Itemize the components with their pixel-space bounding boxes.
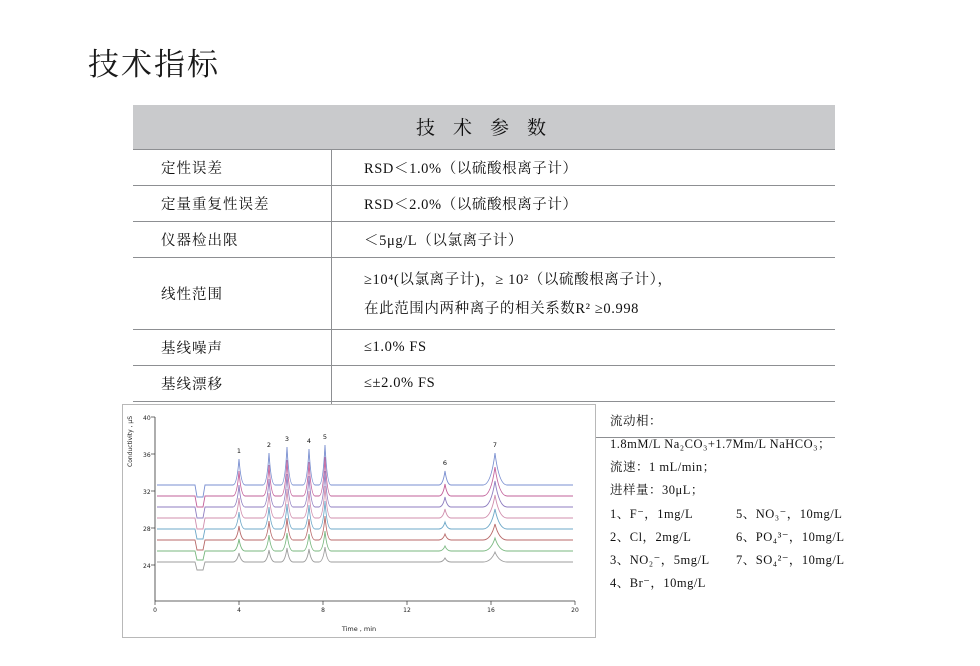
- row-value: RSD＜2.0%（以硫酸根离子计）: [332, 186, 836, 222]
- svg-text:7: 7: [492, 441, 498, 449]
- svg-text:16: 16: [487, 607, 495, 614]
- svg-text:6: 6: [442, 459, 448, 467]
- ion-item: 6、PO₄³⁻，10mg/L: [736, 530, 845, 544]
- svg-text:40: 40: [143, 415, 151, 422]
- row-label: 定量重复性误差: [133, 186, 332, 222]
- ion-item: 3、NO₂⁻，5mg/L: [610, 553, 710, 567]
- svg-text:3: 3: [284, 435, 290, 443]
- svg-text:12: 12: [403, 607, 411, 614]
- table-row: [133, 258, 835, 330]
- row-label: 基线噪声: [133, 330, 332, 366]
- table-row: [133, 222, 835, 258]
- table-row: [133, 330, 835, 366]
- row-label: 仪器检出限: [133, 222, 332, 258]
- svg-text:32: 32: [143, 489, 151, 496]
- row-value-line2: 在此范围内两种离子的相关系数R² ≥0.998: [364, 301, 640, 317]
- ion-item: 4、Br⁻，10mg/L: [610, 576, 706, 590]
- ion-item: 2、Cl，2mg/L: [610, 530, 692, 544]
- row-value: ＜5μg/L（以氯离子计）: [332, 222, 836, 258]
- table-header-row: [133, 105, 835, 150]
- ion-item: 7、SO₄²⁻，10mg/L: [736, 553, 845, 567]
- page-title: 技术指标: [88, 46, 220, 83]
- ion-item: [736, 572, 960, 595]
- row-value: [332, 258, 836, 330]
- svg-text:28: 28: [143, 526, 151, 533]
- svg-text:0: 0: [153, 607, 157, 614]
- mobile-phase-label: 流动相：: [610, 414, 663, 428]
- ion-item: 5、NO₃⁻，10mg/L: [736, 507, 843, 521]
- row-label: 定性误差: [133, 150, 332, 186]
- row-label: 基线漂移: [133, 366, 332, 402]
- ion-item: 1、F⁻，1mg/L: [610, 507, 694, 521]
- mobile-phase-value: 1.8mM/L Na₂CO₃+1.7Mm/L NaHCO₃；: [610, 437, 831, 451]
- svg-text:36: 36: [143, 452, 151, 459]
- svg-text:4: 4: [306, 437, 312, 445]
- injection-volume: 进样量：30μL；: [610, 483, 704, 497]
- chart-x-axis-label: Time , min: [341, 625, 377, 633]
- row-value-line1: ≥10⁴(以氯离子计)，≥ 10²（以硫酸根离子计），: [364, 272, 673, 288]
- table-row: [133, 186, 835, 222]
- chart-plot-area: [123, 405, 595, 637]
- row-label: 线性范围: [133, 258, 332, 330]
- spec-table: [133, 105, 835, 438]
- flow-rate: 流速：1 mL/min；: [610, 460, 716, 474]
- chromatogram-chart: [122, 404, 596, 638]
- svg-text:20: 20: [571, 607, 579, 614]
- chart-conditions: [610, 410, 960, 595]
- row-value: RSD＜1.0%（以硫酸根离子计）: [332, 150, 836, 186]
- chart-y-axis-label: Conductivity , μS: [127, 415, 134, 467]
- table-row: [133, 150, 835, 186]
- svg-text:24: 24: [143, 563, 151, 570]
- svg-text:5: 5: [322, 433, 328, 441]
- ion-legend: [610, 503, 960, 595]
- row-value: ≤1.0% FS: [332, 330, 836, 366]
- row-value: ≤±2.0% FS: [332, 366, 836, 402]
- svg-text:8: 8: [321, 607, 325, 614]
- table-header-title: 技 术 参 数: [133, 105, 835, 150]
- table-row: [133, 366, 835, 402]
- svg-text:1: 1: [236, 447, 242, 455]
- svg-text:4: 4: [237, 607, 241, 614]
- svg-text:2: 2: [266, 441, 272, 449]
